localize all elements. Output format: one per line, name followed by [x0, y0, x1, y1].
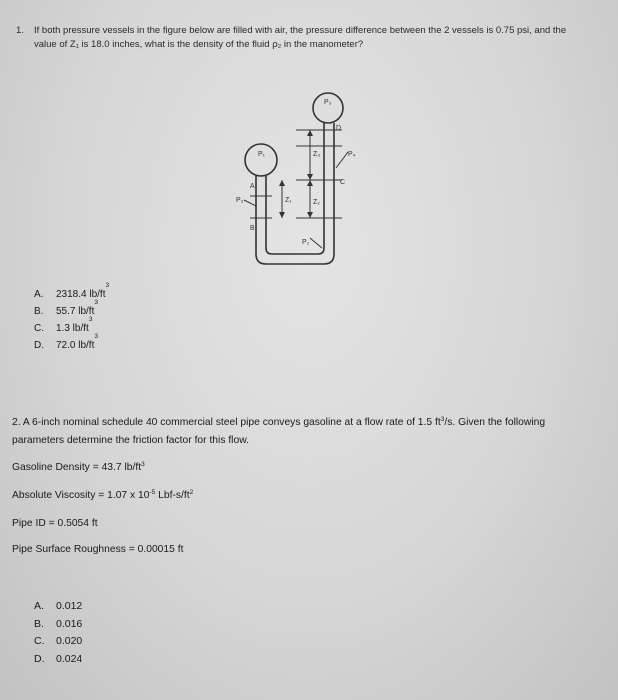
param-gasoline-density [12, 462, 145, 473]
label-p3-top: P₃ [324, 99, 332, 106]
option-letter: A. [34, 600, 44, 612]
u-tube-outer [256, 123, 334, 264]
label-C: C [340, 179, 346, 186]
label-z3: Z₃ [313, 151, 321, 158]
viscosity-text: Absolute Viscosity = 1.07 x 10 [12, 490, 150, 501]
label-p3-left: P₃ [236, 197, 244, 204]
p3-leader-line [244, 200, 256, 206]
question-2-prompt-part1: 2. A 6-inch nominal schedule 40 commercial steel pipe conveys gasoline at a flow rate of 1.5 ft [12, 417, 441, 428]
viscosity-exponent: -5 [149, 489, 156, 496]
label-A: A [250, 183, 255, 190]
option-letter: B. [34, 306, 44, 317]
option-sup: 3 [88, 316, 93, 323]
u-tube-inner [266, 123, 324, 254]
option-text: 72.0 lb/ft [56, 340, 95, 351]
question-2-option-d[interactable] [34, 651, 82, 669]
question-1-number: 1. [16, 25, 24, 36]
left-vessel [245, 144, 277, 176]
label-p2: P₂ [302, 239, 310, 246]
option-text: 55.7 lb/ft [56, 306, 95, 317]
viscosity-unit: Lbf-s/ft [155, 490, 190, 501]
label-p1: P₁ [258, 151, 266, 158]
option-letter: D. [34, 340, 44, 351]
label-z1: Z₁ [285, 197, 292, 204]
label-D: D [336, 125, 342, 132]
option-letter: A. [34, 289, 44, 300]
option-text: 0.012 [56, 600, 83, 612]
option-text: 1.3 lb/ft [56, 323, 89, 334]
question-2-option-b[interactable] [34, 616, 82, 634]
viscosity-unit-sup: 2 [189, 489, 194, 496]
density-text: Gasoline Density = 43.7 lb/ft [12, 462, 142, 473]
question-2-prompt-sup: 3 [440, 416, 445, 423]
density-sup: 3 [141, 461, 145, 468]
p2-leader-line [310, 238, 322, 248]
option-letter: D. [34, 652, 45, 665]
label-p4: P₄ [348, 151, 356, 158]
question-2-text [12, 414, 587, 450]
question-2-options [34, 598, 82, 668]
param-surface-roughness: Pipe Surface Roughness = 0.00015 ft [12, 544, 184, 555]
option-sup: 3 [105, 282, 110, 289]
p4-leader-line [336, 152, 348, 168]
option-text: 2318.4 lb/ft [56, 289, 106, 300]
option-sup: 3 [94, 299, 98, 306]
manometer-diagram [230, 90, 380, 280]
question-2-prompt-part2: /s. Given the following parameters determine the friction factor for this flow. [12, 417, 546, 446]
option-sup: 3 [94, 333, 98, 340]
question-1-prompt: If both pressure vessels in the figure below are filled with air, the pressure difference between the 2 vessels is 0.75 psi, and the value of Z₁ is 18.0 inches, what is the density of the fluid ρ₂ in the manometer? [34, 25, 567, 50]
option-text: 0.024 [56, 652, 83, 665]
question-1-option-b[interactable] [34, 299, 109, 320]
question-1-text [16, 24, 574, 52]
question-1-options [34, 282, 110, 354]
param-pipe-id: Pipe ID = 0.5054 ft [12, 518, 98, 529]
option-letter: C. [34, 323, 44, 334]
label-B: B [250, 225, 255, 232]
option-letter: B. [34, 617, 44, 630]
right-vessel [313, 93, 343, 123]
question-1-option-d[interactable] [34, 333, 109, 354]
option-text: 0.016 [56, 617, 83, 630]
option-text: 0.020 [56, 635, 83, 647]
option-letter: C. [34, 635, 45, 647]
question-2-option-a[interactable] [34, 598, 82, 616]
label-z2: Z₂ [313, 199, 320, 206]
param-absolute-viscosity [12, 490, 193, 501]
question-2-option-c[interactable] [34, 633, 82, 651]
